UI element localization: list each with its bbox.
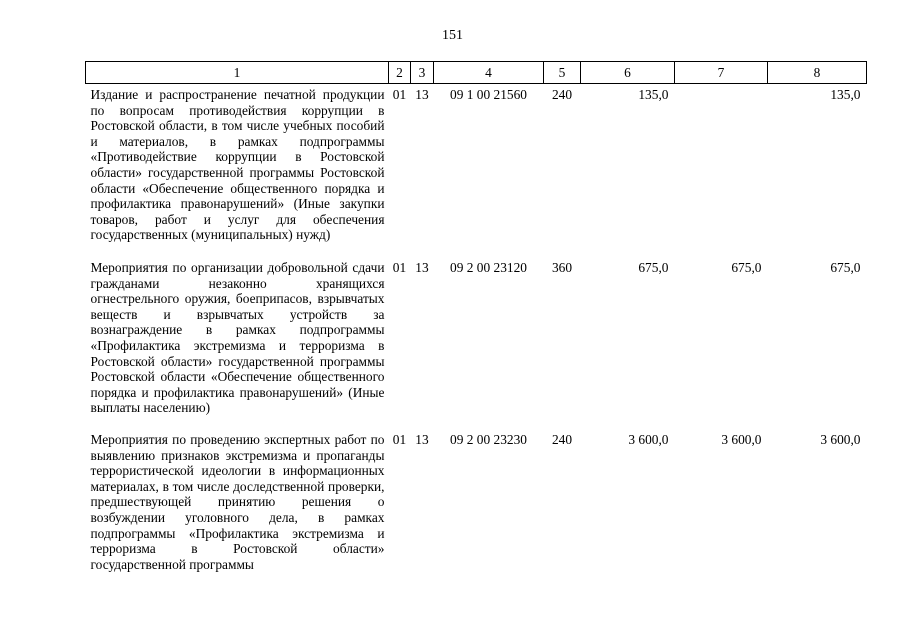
header-col-7: 7 xyxy=(675,62,768,84)
row-amount-col7 xyxy=(675,84,768,258)
row-section-code: 01 xyxy=(392,432,407,447)
row-subsection-code: 13 xyxy=(415,432,429,447)
row-section-code: 01 xyxy=(392,87,407,102)
row-description: Издание и распространение печатной продукции по вопросам противодействия коррупции в Ростовской области, в том числе учебных пособий и материалов, в рамках подпрограммы «Противодействие коррупции в Ростовской области» государственной программы Ростовской области «Обеспечение общественного порядка и профилактика правонарушений» (Иные закупки товаров, работ и услуг для обеспечения государственных (муниципальных) нужд) xyxy=(90,87,385,243)
page-number: 151 xyxy=(442,28,463,43)
header-col-6: 6 xyxy=(581,62,675,84)
row-description: Мероприятия по проведению экспертных работ по выявлению признаков экстремизма и пропаганды террористической идеологии в информационных материалах, в том числе доследственной проверки, предшествующей принятию решения о возбуждении уголовного дела, в рамках подпрограммы «Профилактика экстремизма и терроризма в Ростовской области» государственной программы xyxy=(90,432,385,572)
row-amount-col7: 675,0 xyxy=(731,260,762,275)
header-col-1: 1 xyxy=(86,62,389,84)
header-col-8: 8 xyxy=(768,62,867,84)
table-row xyxy=(86,257,867,429)
header-col-5: 5 xyxy=(544,62,581,84)
row-amount-col8: 3 600,0 xyxy=(820,432,861,447)
row-amount-col6: 3 600,0 xyxy=(628,432,669,447)
row-amount-col8: 135,0 xyxy=(830,87,861,102)
row-amount-col6: 135,0 xyxy=(638,87,669,102)
header-col-3: 3 xyxy=(411,62,434,84)
header-col-4: 4 xyxy=(434,62,544,84)
row-description: Мероприятия по организации добровольной сдачи гражданами незаконно хранящихся огнестрельного оружия, боеприпасов, взрывчатых веществ и взрывчатых устройств за вознаграждение в рамках подпрограммы «Профилактика экстремизма и терроризма в Ростовской области» государственной программы Ростовской области «Обеспечение общественного порядка и профилактика правонарушений» (Иные выплаты населению) xyxy=(90,260,385,416)
table-row xyxy=(86,84,867,258)
row-expense-type: 240 xyxy=(551,87,573,102)
row-subsection-code: 13 xyxy=(415,87,429,102)
row-amount-col8: 675,0 xyxy=(830,260,861,275)
row-section-code: 01 xyxy=(392,260,407,275)
row-expense-type: 240 xyxy=(551,432,573,447)
row-amount-col7: 3 600,0 xyxy=(721,432,762,447)
budget-table xyxy=(85,61,867,572)
row-subsection-code: 13 xyxy=(415,260,429,275)
row-target-article: 09 2 00 23230 xyxy=(450,432,527,447)
header-col-2: 2 xyxy=(389,62,411,84)
row-amount-col6: 675,0 xyxy=(638,260,669,275)
table-row xyxy=(86,429,867,572)
row-expense-type: 360 xyxy=(551,260,573,275)
table-header-row xyxy=(86,62,867,84)
row-target-article: 09 2 00 23120 xyxy=(450,260,527,275)
row-target-article: 09 1 00 21560 xyxy=(450,87,527,102)
